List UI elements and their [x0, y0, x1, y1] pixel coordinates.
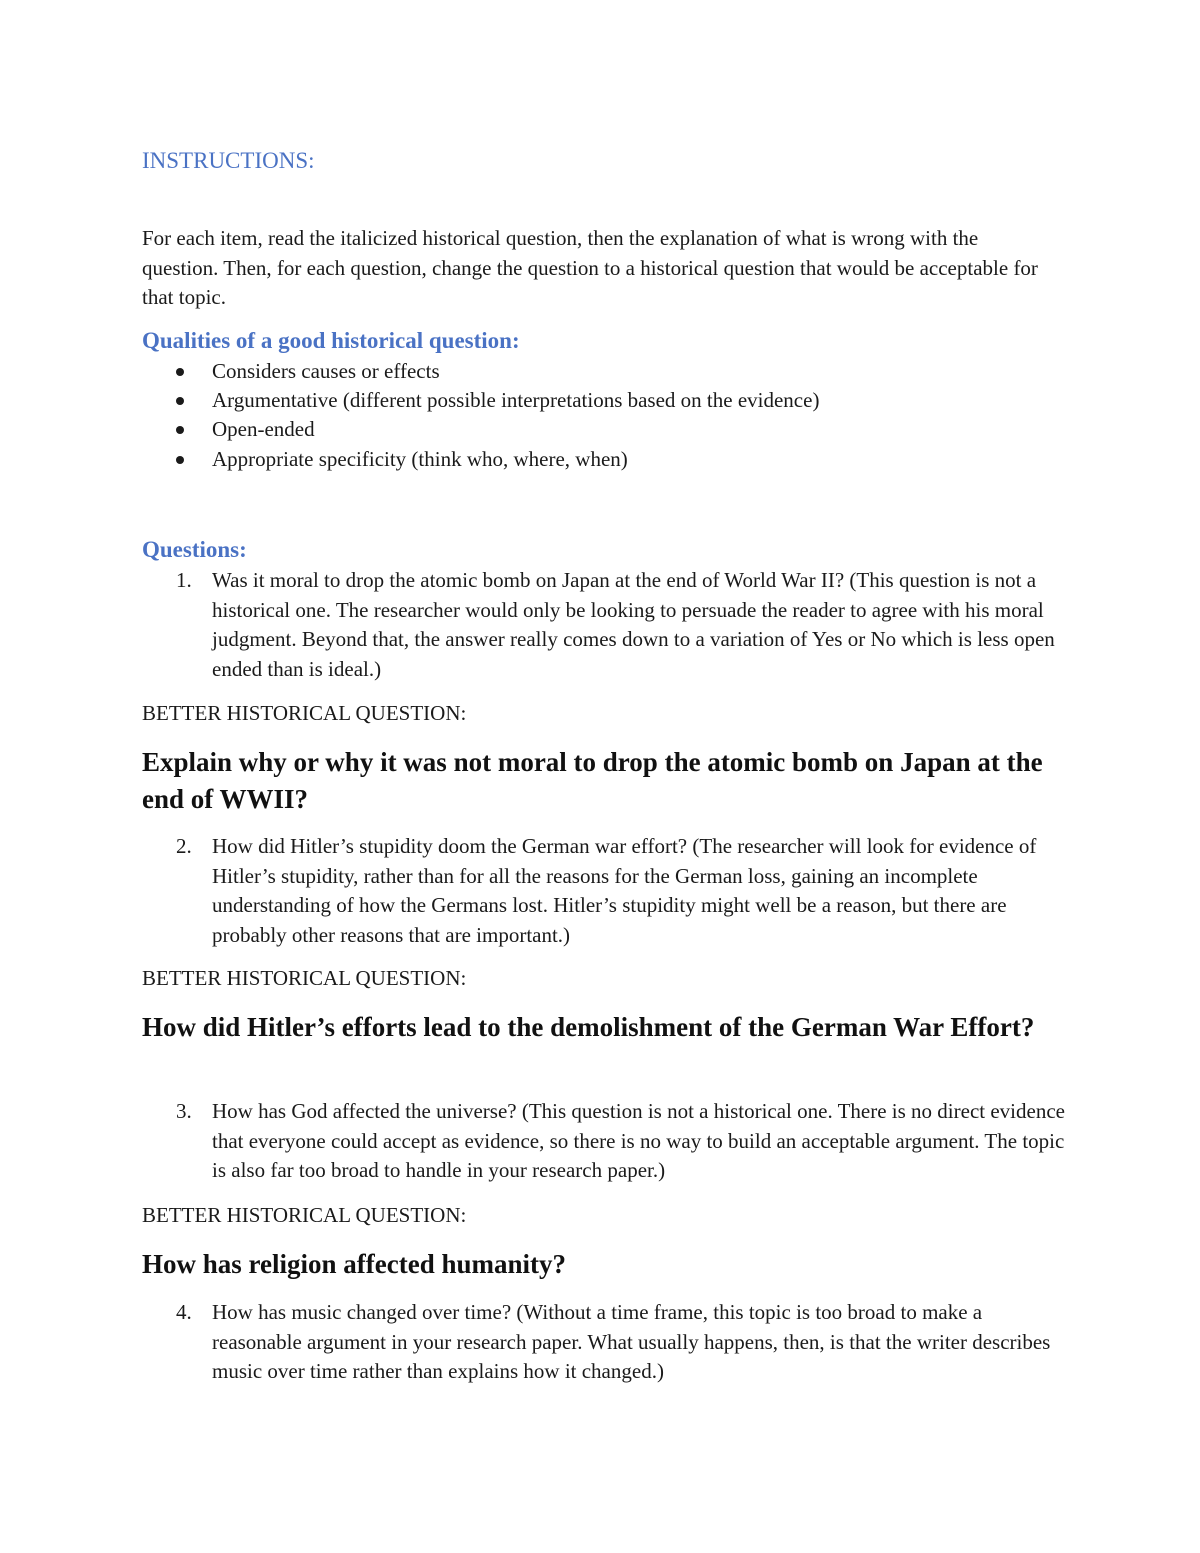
instructions-heading: INSTRUCTIONS: [142, 148, 315, 173]
list-item [142, 386, 819, 415]
better-question-label: BETTER HISTORICAL QUESTION: [142, 966, 467, 990]
question-item-3 [142, 1097, 1072, 1186]
question-number: 2. [176, 834, 192, 858]
better-question-label: BETTER HISTORICAL QUESTION: [142, 1203, 467, 1227]
question-item-1 [142, 566, 1072, 684]
bullet-icon [176, 426, 184, 434]
list-item [142, 415, 819, 444]
bullet-icon [176, 397, 184, 405]
better-question-answer-1: Explain why or why it was not moral to drop the atomic bomb on Japan at the end of WWII? [142, 747, 1043, 814]
better-question-answer-3: How has religion affected humanity? [142, 1249, 566, 1279]
list-item-text: Appropriate specificity (think who, where, when) [212, 446, 628, 471]
question-text: How has music changed over time? (Without a time frame, this topic is too broad to make a reasonable argument in your research paper. What usually happens, then, is that the writer describes music over time rather than explains how it changed.) [212, 1300, 1051, 1383]
question-number: 3. [176, 1099, 192, 1123]
list-item-text: Considers causes or effects [212, 359, 440, 383]
question-number: 4. [176, 1300, 192, 1324]
better-question-answer-2: How did Hitler’s efforts lead to the demolishment of the German War Effort? [142, 1012, 1035, 1042]
list-item-text: Open-ended [212, 417, 315, 442]
bullet-icon [176, 456, 184, 464]
qualities-list [142, 357, 819, 474]
list-item [142, 445, 819, 474]
bullet-icon [176, 368, 184, 376]
question-text: How has God affected the universe? (This question is not a historical one. There is no direct evidence that everyone could accept as evidence, so there is no way to build an acceptable argument. The topic is also far too broad to handle in your research paper.) [212, 1099, 1065, 1182]
questions-heading: Questions: [142, 537, 247, 562]
qualities-heading: Qualities of a good historical question: [142, 328, 520, 353]
question-text: How did Hitler’s stupidity doom the German war effort? (The researcher will look for evidence of Hitler’s stupidity, rather than for all the reasons for the German loss, gaining an incomplete understanding of how the Germans lost. Hitler’s stupidity might well be a reason, but there are probably other reasons that are important.) [212, 834, 1037, 947]
question-number: 1. [176, 568, 192, 592]
list-item-text: Argumentative (different possible interpretations based on the evidence) [212, 388, 820, 413]
question-item-4 [142, 1298, 1072, 1387]
instructions-paragraph: For each item, read the italicized historical question, then the explanation of what is wrong with the question. Then, for each question, change the question to a historical question that would be acceptable for that topic. [142, 226, 1038, 309]
question-item-2 [142, 832, 1072, 950]
question-text: Was it moral to drop the atomic bomb on Japan at the end of World War II? (This question is not a historical one. The researcher would only be looking to persuade the reader to agree with his moral judgment. Beyond that, the answer really comes down to a variation of Yes or No which is less open ended than is ideal.) [212, 568, 1055, 681]
better-question-label: BETTER HISTORICAL QUESTION: [142, 701, 467, 725]
list-item [142, 357, 819, 386]
